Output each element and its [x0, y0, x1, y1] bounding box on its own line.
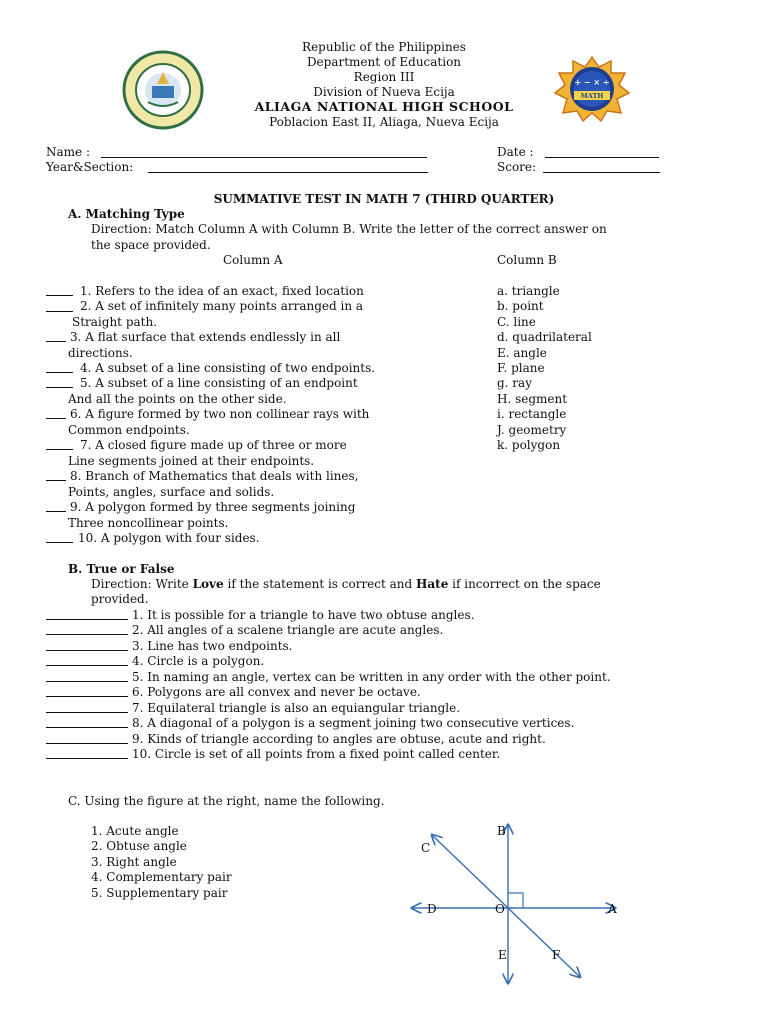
school-name: ALIAGA NATIONAL HIGH SCHOOL: [254, 99, 514, 114]
matching-item: 1. Refers to the idea of an exact, fixed location: [80, 284, 364, 298]
score-field[interactable]: [543, 172, 660, 173]
answer-blank-b10[interactable]: [46, 758, 128, 759]
choice-item: C. line: [497, 315, 536, 329]
section-a-direction-1: Direction: Match Column A with Column B. Write the letter of the correct answer on: [91, 222, 607, 236]
answer-blank-a4[interactable]: [46, 372, 73, 373]
matching-item-cont: directions.: [68, 346, 133, 360]
section-a-direction-2: the space provided.: [91, 238, 211, 252]
answer-blank-b4[interactable]: [46, 665, 128, 666]
answer-blank-b7[interactable]: [46, 712, 128, 713]
true-false-item: 9. Kinds of triangle according to angles are obtuse, acute and right.: [132, 732, 546, 746]
figure-question: 1. Acute angle: [91, 824, 179, 838]
matching-item-cont: Points, angles, surface and solids.: [68, 485, 275, 499]
choice-item: F. plane: [497, 361, 545, 375]
section-b-direction-2: provided.: [91, 592, 149, 606]
header-line-1: Republic of the Philippines: [302, 40, 466, 54]
label-c: C: [421, 841, 431, 855]
matching-item-cont: Three noncollinear points.: [68, 516, 229, 530]
line-oc: [432, 835, 508, 908]
answer-blank-a9[interactable]: [46, 511, 66, 512]
year-section-label: Year&Section:: [46, 160, 134, 174]
answer-blank-a2[interactable]: [46, 311, 73, 312]
column-b-header: Column B: [497, 253, 557, 267]
answer-blank-a3[interactable]: [46, 341, 66, 342]
right-angle-marker: [508, 893, 523, 908]
answer-blank-b8[interactable]: [46, 727, 128, 728]
test-title: SUMMATIVE TEST IN MATH 7 (THIRD QUARTER): [213, 192, 555, 206]
label-o: O: [495, 902, 505, 916]
choice-item: i. rectangle: [497, 407, 567, 421]
matching-item: 10. A polygon with four sides.: [78, 531, 260, 545]
label-a: A: [608, 902, 617, 916]
matching-item-cont: Line segments joined at their endpoints.: [68, 454, 315, 468]
choice-item: a. triangle: [497, 284, 560, 298]
choice-item: b. point: [497, 299, 544, 313]
matching-item: 2. A set of infinitely many points arranged in a: [80, 299, 364, 313]
matching-item-cont: Straight path.: [72, 315, 158, 329]
answer-blank-b1[interactable]: [46, 619, 128, 620]
matching-item: 3. A flat surface that extends endlessly in all: [70, 330, 341, 344]
section-b-heading: B. True or False: [68, 562, 175, 576]
date-label: Date :: [497, 145, 534, 159]
column-a-header: Column A: [223, 253, 283, 267]
answer-blank-a10[interactable]: [46, 542, 73, 543]
matching-item: 9. A polygon formed by three segments joining: [70, 500, 356, 514]
choice-item: E. angle: [497, 346, 547, 360]
year-section-field[interactable]: [148, 172, 428, 173]
true-false-item: 6. Polygons are all convex and never be octave.: [132, 685, 421, 699]
answer-blank-a5[interactable]: [46, 387, 73, 388]
label-f: F: [552, 948, 561, 962]
matching-item-cont: Common endpoints.: [68, 423, 190, 437]
section-a-heading: A. Matching Type: [68, 207, 185, 221]
choice-item: g. ray: [497, 376, 532, 390]
angle-figure: [400, 815, 640, 990]
true-false-item: 10. Circle is set of all points from a fixed point called center.: [132, 747, 501, 761]
name-label: Name :: [46, 145, 90, 159]
choice-item: d. quadrilateral: [497, 330, 592, 344]
answer-blank-b6[interactable]: [46, 696, 128, 697]
label-d: D: [427, 902, 437, 916]
figure-question: 2. Obtuse angle: [91, 839, 187, 853]
answer-blank-a6[interactable]: [46, 418, 66, 419]
answer-blank-b5[interactable]: [46, 681, 128, 682]
matching-item: 4. A subset of a line consisting of two endpoints.: [80, 361, 376, 375]
answer-blank-a1[interactable]: [46, 295, 73, 296]
header-line-2: Department of Education: [306, 55, 462, 69]
true-false-item: 1. It is possible for a triangle to have two obtuse angles.: [132, 608, 475, 622]
figure-question: 4. Complementary pair: [91, 870, 232, 884]
school-address: Poblacion East II, Aliaga, Nueva Ecija: [269, 115, 499, 129]
choice-item: H. segment: [497, 392, 568, 406]
matching-item: 5. A subset of a line consisting of an endpoint: [80, 376, 358, 390]
header-line-3: Region III: [353, 70, 415, 84]
true-false-item: 7. Equilateral triangle is also an equiangular triangle.: [132, 701, 461, 715]
name-field[interactable]: [101, 157, 427, 158]
answer-blank-b3[interactable]: [46, 650, 128, 651]
line-of: [508, 908, 580, 977]
choice-item: k. polygon: [497, 438, 561, 452]
label-e: E: [498, 948, 507, 962]
matching-item: 6. A figure formed by two non collinear rays with: [70, 407, 370, 421]
true-false-item: 5. In naming an angle, vertex can be written in any order with the other point.: [132, 670, 611, 684]
svg-text:+ − × ÷: + − × ÷: [574, 77, 610, 87]
choice-item: J. geometry: [497, 423, 567, 437]
score-label: Score:: [497, 160, 537, 174]
matching-item-cont: And all the points on the other side.: [68, 392, 287, 406]
answer-blank-b9[interactable]: [46, 743, 128, 744]
section-c-heading: C. Using the figure at the right, name the following.: [68, 794, 385, 808]
svg-text:MATH: MATH: [580, 92, 604, 100]
header-line-4: Division of Nueva Ecija: [313, 85, 455, 99]
answer-blank-a8[interactable]: [46, 480, 66, 481]
figure-question: 3. Right angle: [91, 855, 177, 869]
section-b-direction-1: Direction: Write Love if the statement is correct and Hate if incorrect on the space: [91, 577, 601, 591]
matching-item: 7. A closed figure made up of three or more: [80, 438, 347, 452]
true-false-item: 8. A diagonal of a polygon is a segment joining two consecutive vertices.: [132, 716, 575, 730]
date-field[interactable]: [545, 157, 659, 158]
answer-blank-b2[interactable]: [46, 634, 128, 635]
answer-blank-a7[interactable]: [46, 449, 73, 450]
label-b: B: [497, 824, 506, 838]
figure-question: 5. Supplementary pair: [91, 886, 228, 900]
true-false-item: 3. Line has two endpoints.: [132, 639, 293, 653]
true-false-item: 4. Circle is a polygon.: [132, 654, 265, 668]
matching-item: 8. Branch of Mathematics that deals with lines,: [70, 469, 359, 483]
true-false-item: 2. All angles of a scalene triangle are acute angles.: [132, 623, 444, 637]
